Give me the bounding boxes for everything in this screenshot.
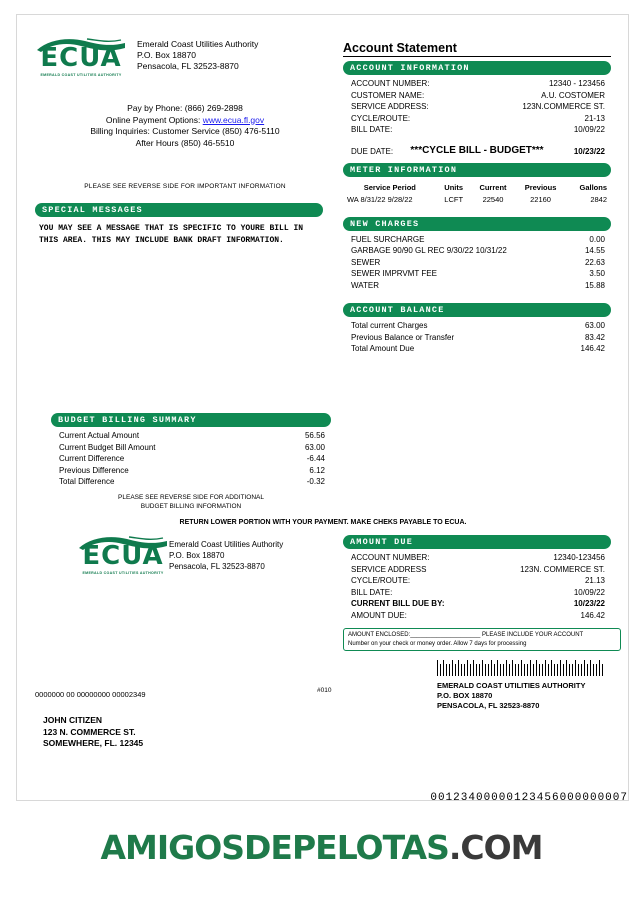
remit-address (437, 681, 617, 711)
payment-info-block (35, 103, 335, 149)
customer-name: JOHN CITIZEN (43, 715, 103, 725)
balance-row (343, 332, 611, 344)
stub-company-po-box: P.O. Box 18870 (169, 551, 225, 560)
budget-billing-header: BUDGET BILLING SUMMARY (51, 413, 331, 427)
return-portion-note: RETURN LOWER PORTION WITH YOUR PAYMENT. MAKE CHEKS PAYABLE TO ECUA. (179, 519, 467, 526)
meter-information-header: METER INFORMATION (343, 163, 611, 177)
budget-billing-section (51, 413, 331, 488)
watermark-part2: .COM (448, 828, 543, 867)
stub-field-label: AMOUNT DUE: (351, 610, 407, 620)
balance-amount: 146.42 (580, 344, 605, 353)
account-balance-list (343, 320, 611, 355)
amount-due-fields (343, 552, 611, 621)
charge-amount: 3.50 (589, 269, 605, 278)
pay-by-phone-line: Pay by Phone: (866) 269-2898 (127, 103, 243, 113)
logo-wordmark: ECUA (40, 43, 122, 73)
charge-row (343, 234, 611, 246)
new-charges-list (343, 234, 611, 292)
amount-due-header: AMOUNT DUE (343, 535, 611, 549)
col-service-period: Service Period (363, 182, 416, 192)
charge-label: GARBAGE 90/90 GL REC 9/30/22 10/31/22 (351, 246, 507, 255)
col-previous: Previous (524, 182, 557, 192)
budget-label: Current Actual Amount (59, 431, 140, 440)
logo-subtext: EMERALD COAST UTILITIES AUTHORITY (40, 73, 122, 77)
budget-label: Total Difference (59, 477, 115, 486)
budget-label: Previous Difference (59, 465, 129, 475)
charge-row (343, 280, 611, 292)
company-address (137, 39, 258, 72)
micr-line: 00123400000123456000000007 (430, 792, 628, 804)
statement-column (343, 41, 611, 355)
stub-logo-block (77, 535, 169, 581)
company-name: Emerald Coast Utilities Authority (137, 39, 259, 49)
new-charges-header: NEW CHARGES (343, 217, 611, 231)
after-hours-line: After Hours (850) 46-5510 (135, 137, 235, 148)
billing-inquiries-line: Billing Inquiries: Customer Service (850) 476-5110 (90, 126, 280, 136)
remit-name: EMERALD COAST UTILITIES AUTHORITY (437, 681, 586, 690)
balance-label: Total Amount Due (351, 344, 415, 353)
field-value: 10/09/22 (573, 125, 605, 134)
field-label: ACCOUNT NUMBER: (351, 79, 430, 88)
charge-amount: 0.00 (589, 234, 605, 244)
stub-code: #010 (317, 687, 332, 694)
balance-amount: 83.42 (584, 332, 605, 342)
stub-field-value: 21.13 (584, 576, 605, 585)
balance-row (343, 343, 611, 355)
field-value: A.U. COSTOMER (541, 90, 605, 100)
stub-field-label: ACCOUNT NUMBER: (351, 553, 430, 562)
company-po-box: P.O. Box 18870 (137, 50, 196, 60)
field-label: CYCLE/ROUTE: (351, 113, 411, 123)
field-label: SERVICE ADDRESS: (351, 102, 429, 111)
budget-note-line2: BUDGET BILLING INFORMATION (140, 503, 242, 510)
budget-amount: 56.56 (304, 431, 325, 440)
balance-row (343, 320, 611, 332)
budget-amount: 63.00 (304, 442, 325, 452)
special-messages-section (35, 203, 323, 247)
field-label: BILL DATE: (351, 125, 393, 134)
field-label: CUSTOMER NAME: (351, 90, 425, 100)
account-information-fields (343, 78, 611, 136)
customer-address-line2: SOMEWHERE, FL. 12345 (43, 738, 144, 748)
company-city-state-zip: Pensacola, FL 32523-8870 (137, 61, 239, 71)
stub-field-label: SERVICE ADDRESS (351, 564, 427, 574)
cell-current: 22540 (482, 194, 504, 204)
ecua-website-link[interactable]: www.ecua.fl.gov (202, 114, 265, 125)
due-date-label: DUE DATE: (351, 146, 394, 156)
budget-label: Current Difference (59, 454, 125, 463)
stub-field-row (343, 552, 611, 564)
budget-row (51, 476, 331, 488)
remit-block (437, 660, 617, 711)
balance-amount: 63.00 (584, 321, 605, 330)
online-payment-line (35, 115, 335, 127)
bill-document (16, 14, 629, 804)
stub-field-value: 12340-123456 (553, 553, 605, 562)
budget-billing-note (51, 493, 331, 511)
stub-field-value: 10/23/22 (573, 599, 605, 608)
customer-address-line1: 123 N. COMMERCE ST. (43, 726, 136, 737)
stub-field-label: CYCLE/ROUTE: (351, 576, 411, 585)
account-field-row (343, 113, 611, 125)
meter-table (343, 183, 611, 205)
customer-mailing-address (43, 715, 143, 750)
logo-wordmark: ECUA (82, 541, 164, 571)
charge-amount: 14.55 (584, 246, 605, 255)
account-field-row (343, 101, 611, 113)
table-row (343, 194, 611, 205)
charge-row (343, 257, 611, 269)
budget-amount: -0.32 (306, 477, 325, 486)
amount-due-section (343, 535, 611, 621)
special-messages-header: SPECIAL MESSAGES (35, 203, 323, 217)
ecua-logo-icon-stub (77, 535, 169, 581)
amount-enclosed-line2: Number on your check or money order. Allow 7 days for processing (348, 640, 527, 647)
budget-row (51, 442, 331, 454)
stub-field-row (343, 587, 611, 599)
account-information-header: ACCOUNT INFORMATION (343, 61, 611, 75)
field-value: 21-13 (584, 113, 605, 123)
stub-field-value: 146.42 (580, 610, 605, 620)
special-messages-body: YOU MAY SEE A MESSAGE THAT IS SPECIFIC TO YOURE BILL IN THIS AREA. THIS MAY INCLUDE BANK DRAFT INFORMATION. (39, 224, 304, 245)
stub-company-city: Pensacola, FL 32523-8870 (169, 562, 265, 571)
ecua-logo-icon (35, 37, 127, 83)
account-balance-header: ACCOUNT BALANCE (343, 303, 611, 317)
col-units: Units (444, 182, 464, 192)
stub-field-value: 10/09/22 (573, 587, 605, 597)
stub-field-row (343, 575, 611, 587)
budget-row (51, 430, 331, 442)
stub-field-row (343, 610, 611, 622)
balance-label: Total current Charges (351, 321, 428, 330)
watermark (0, 828, 643, 867)
table-header-row (343, 183, 611, 194)
budget-row (51, 465, 331, 477)
remit-po-box: P.O. BOX 18870 (437, 691, 493, 700)
cycle-bill-note: ***CYCLE BILL - BUDGET*** (410, 144, 544, 156)
cell-units: LCFT (444, 194, 464, 204)
budget-billing-list (51, 430, 331, 488)
stub-field-label: CURRENT BILL DUE BY: (351, 599, 445, 608)
amount-enclosed-box[interactable] (343, 628, 621, 651)
online-payment-label: Online Payment Options: (105, 114, 203, 125)
budget-row (51, 453, 331, 465)
budget-amount: 6.12 (309, 465, 325, 475)
cell-previous: 22160 (530, 194, 551, 204)
barcode-icon (437, 660, 605, 676)
charge-label: FUEL SURCHARGE (351, 234, 425, 244)
stub-company-name: Emerald Coast Utilities Authority (169, 540, 284, 549)
budget-amount: -6.44 (306, 454, 325, 463)
page-title: Account Statement (343, 41, 611, 57)
charge-label: SEWER IMPRVMT FEE (351, 269, 437, 278)
col-current: Current (479, 182, 507, 192)
account-field-row (343, 78, 611, 90)
budget-label: Current Budget Bill Amount (59, 442, 156, 452)
field-value: 123N.COMMERCE ST. (522, 102, 605, 111)
charge-row (343, 268, 611, 280)
amount-enclosed-line1: AMOUNT ENCLOSED:_____________________ PLEASE INCLUDE YOUR ACCOUNT (348, 632, 584, 638)
col-gallons: Gallons (579, 182, 607, 192)
stub-field-value: 123N. COMMERCE ST. (520, 564, 605, 574)
stub-field-row (343, 598, 611, 610)
charge-row (343, 245, 611, 257)
charge-label: WATER (351, 280, 379, 290)
logo-subtext: EMERALD COAST UTILITIES AUTHORITY (82, 571, 164, 575)
stub-company-address (169, 539, 283, 572)
charge-label: SEWER (351, 257, 381, 267)
reverse-side-note: PLEASE SEE REVERSE SIDE FOR IMPORTANT INFORMATION (84, 183, 286, 190)
budget-note-line1: PLEASE SEE REVERSE SIDE FOR ADDITIONAL (118, 494, 264, 501)
stub-field-row (343, 564, 611, 576)
stub-account-line: 0000000 00 00000000 00002349 (35, 690, 146, 699)
stub-field-label: BILL DATE: (351, 587, 393, 597)
due-date-value: 10/23/22 (573, 146, 605, 156)
charge-amount: 22.63 (584, 257, 605, 267)
charge-amount: 15.88 (584, 280, 605, 290)
field-value: 12340 - 123456 (548, 79, 605, 88)
cell-service-period: WA 8/31/22 9/28/22 (347, 194, 413, 204)
watermark-part1: AMIGOSDEPELOTAS (100, 828, 449, 867)
remit-city: PENSACOLA, FL 32523-8870 (437, 701, 540, 710)
cell-gallons: 2842 (590, 194, 607, 204)
account-field-row (343, 124, 611, 136)
account-field-row (343, 90, 611, 102)
balance-label: Previous Balance or Transfer (351, 332, 455, 342)
